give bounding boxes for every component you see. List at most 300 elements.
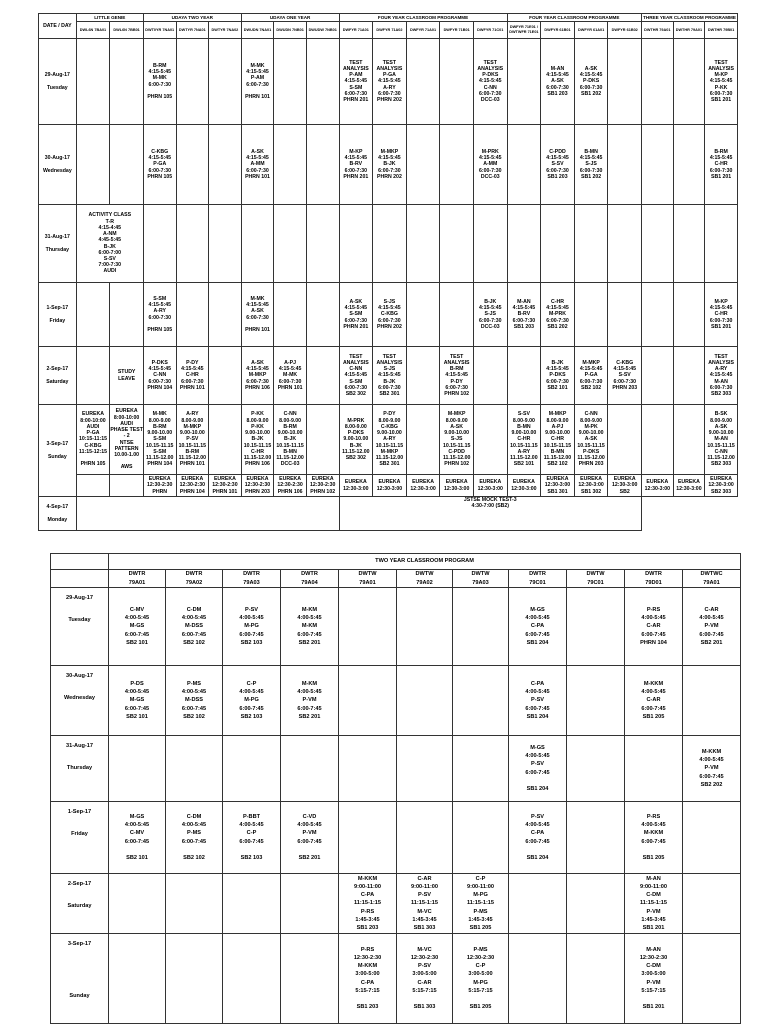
session-cell: M-KM 4:00-5:45 P-VM 6:00-7:45 SB2 201 — [281, 666, 339, 736]
column-header: DWUDN 7NA01 — [241, 22, 274, 39]
session-cell — [608, 205, 642, 283]
column-header: DWTYR 7NA01 — [176, 22, 209, 39]
date-label: 30-Aug-17 — [65, 673, 94, 679]
date-label: 31-Aug-17 — [65, 743, 94, 749]
session-cell: M-KKM 4:00-5:45 P-VM 6:00-7:45 SB2 202 — [683, 736, 741, 802]
session-cell: P-RS 12:30-2:30 M-KKM 3:00-5:00 C-PA 5:15-7:15 SB1 203 — [339, 934, 397, 1024]
session-cell — [683, 666, 741, 736]
session-cell: EUREKA 12:30-2:30 PHRN 102 — [306, 475, 339, 497]
session-cell: C-PDD 4:15-5:45 S-SV 6:00-7:30 SB1 203 — [541, 125, 575, 205]
session-cell — [406, 283, 440, 347]
session-cell: TEST ANALYSIS B-RM 4:15-5:45 P-DY 6:00-7:30 PHRN 102 — [440, 347, 474, 405]
session-cell: EUREKA 12:30-3:00 — [642, 475, 674, 497]
session-cell: TEST ANALYSIS A-RY 4:15-5:45 M-AN 6:00-7:30 SB2 303 — [705, 347, 738, 405]
session-cell — [209, 283, 242, 347]
session-cell — [143, 205, 176, 283]
session-cell — [574, 205, 608, 283]
session-cell — [274, 283, 307, 347]
session-cell — [176, 39, 209, 125]
session-cell — [567, 934, 625, 1024]
session-cell: C-DM 4:00-5:45 P-MS 6:00-7:45 SB2 102 — [166, 802, 223, 874]
session-cell — [110, 475, 144, 497]
date-cell — [51, 666, 109, 736]
empty-cell — [642, 497, 738, 531]
session-cell — [176, 205, 209, 283]
spacer — [51, 948, 108, 992]
day-label: Thursday — [45, 246, 70, 253]
session-cell — [440, 39, 474, 125]
schedule-row — [51, 588, 741, 666]
column-header: DWTR 79A04 — [281, 570, 339, 588]
session-cell: EUREKA 12:30-2:30 PHRN 106 — [274, 475, 307, 497]
session-cell — [440, 283, 474, 347]
column-header: DWTR 79A02 — [166, 570, 223, 588]
column-header: DWTR 79A01 — [109, 570, 166, 588]
session-cell — [567, 802, 625, 874]
session-cell: P-RS 4:00-5:45 M-KKM 6:00-7:45 SB1 205 — [625, 802, 683, 874]
column-header: DWTW 79A02 — [397, 570, 453, 588]
session-cell — [306, 283, 339, 347]
session-cell — [453, 588, 509, 666]
session-cell: EUREKA 12:30-2:30 PHRN 203 — [241, 475, 274, 497]
session-cell — [76, 39, 110, 125]
session-cell — [507, 125, 541, 205]
session-cell: C-NN 8.00-9.00 B-RM 9.00-10.00 B-JK 10.15-11.15 B-MN 11.15-12.00 DCC-03 — [274, 405, 307, 475]
session-cell — [76, 475, 110, 497]
session-cell: A-SK 4:15-5:45 M-MKP 6:00-7:30 PHRN 106 — [241, 347, 274, 405]
column-header: DWTR 79D01 — [625, 570, 683, 588]
session-cell — [473, 347, 507, 405]
session-cell — [110, 283, 144, 347]
session-cell — [339, 205, 373, 283]
session-cell: M-KKM 9:00-11:00 C-PA 11:15-1:15 P-RS 1:45-3:45 SB1 203 — [339, 874, 397, 934]
date-label: 2-Sep-17 — [67, 881, 92, 887]
corner-label: DATE / DAY — [39, 14, 77, 39]
date-label: 3-Sep-17 — [67, 941, 92, 947]
date-label: 1-Sep-17 — [46, 305, 69, 312]
column-header: DWTR 79A03 — [223, 570, 281, 588]
session-cell: M-PRK 8.00-9.00 P-DKS 9.00-10.00 B-JK 11.15-12.00 SB2 302 — [339, 405, 373, 475]
day-label: Saturday — [46, 378, 69, 385]
session-cell — [109, 736, 166, 802]
session-cell: TEST ANALYSIS S-JS 4:15-5:45 B-JK 6:00-7:30 SB2 301 — [373, 347, 407, 405]
session-cell: S-SV 8.00-9.00 B-MN 9.00-10.00 C-HR 10.15-11.15 A-RY 11.15-12.00 SB2 101 — [507, 405, 541, 475]
session-cell — [209, 405, 242, 475]
column-header: DWTYR 7NA02 — [209, 22, 242, 39]
session-cell: P-DY 4:15-5:45 C-HR 6:00-7:30 PHRN 101 — [176, 347, 209, 405]
session-cell — [306, 39, 339, 125]
session-cell: EUREKA 12:30-3:00 — [339, 475, 373, 497]
session-cell: A-SK 4:15-5:45 S-SM 6:00-7:30 PHRN 201 — [339, 283, 373, 347]
session-cell — [397, 588, 453, 666]
session-cell — [608, 125, 642, 205]
column-header: DWFYR 71B01 — [440, 22, 474, 39]
session-cell — [209, 347, 242, 405]
session-cell — [473, 205, 507, 283]
schedule-row — [51, 802, 741, 874]
session-cell: B-RM 4:15-5:45 C-HR 6:00-7:30 SB1 201 — [705, 125, 738, 205]
date-cell — [51, 802, 109, 874]
session-cell: M-PRK 4:15-5:45 A-MM 6:00-7:30 DCC-03 — [473, 125, 507, 205]
day-label: Tuesday — [47, 84, 68, 91]
session-cell: ACTIVITY CLASS T-R 4:15-4:45 A-NM 4:45-5:45 B-JK 6:00-7:00 S-SV 7:00-7:30 AUDI — [76, 205, 143, 283]
session-cell — [507, 347, 541, 405]
session-cell — [673, 347, 705, 405]
day-label: Saturday — [67, 903, 92, 910]
session-cell: P-RS 4:00-5:45 C-AR 6:00-7:45 PHRN 104 — [625, 588, 683, 666]
session-cell: C-VD 4:00-5:45 P-VM 6:00-7:45 SB2 201 — [281, 802, 339, 874]
session-cell — [109, 874, 166, 934]
column-header: DWTWC 79A01 — [683, 570, 741, 588]
column-header: DWTW 79C01 — [567, 570, 625, 588]
session-cell — [673, 283, 705, 347]
date-label: 1-Sep-17 — [67, 809, 92, 815]
session-cell: M-AN 4:15-5:45 A-SK 6:00-7:30 SB1 203 — [541, 39, 575, 125]
session-cell — [567, 874, 625, 934]
column-header: DWT0YR 7NA01 — [143, 22, 176, 39]
date-label: 31-Aug-17 — [44, 234, 70, 241]
session-cell — [683, 934, 741, 1024]
session-cell: P-KK 8.00-9.00 P-KK 9.00-10.00 B-JK 10.15-11.15 C-HR 11.15-12.00 PHRN 106 — [241, 405, 274, 475]
session-cell: M-MKP 4:15-5:45 P-GA 6:00-7:30 SB2 102 — [574, 347, 608, 405]
spacer — [51, 888, 108, 902]
schedule-row — [51, 934, 741, 1024]
session-cell — [397, 666, 453, 736]
day-label: Friday — [49, 317, 66, 324]
session-cell: EUREKA 12:30-3:00 — [406, 475, 440, 497]
schedule-note: JSTSE MOCK TEST-3 4:30-7:00 (SB2) — [339, 497, 642, 531]
session-cell: M-MKP 4:15-5:45 B-JK 6:00-7:30 PHRN 202 — [373, 125, 407, 205]
schedule-row — [39, 283, 738, 347]
session-cell — [406, 347, 440, 405]
session-cell — [281, 874, 339, 934]
session-cell: C-P 4:00-5:45 M-PG 6:00-7:45 SB2 103 — [223, 666, 281, 736]
day-label: Monday — [47, 516, 68, 523]
session-cell: EUREKA 12:30-3:00 — [673, 475, 705, 497]
session-cell: TEST ANALYSIS C-NN 4:15-5:45 S-SM 6:00-7:30 SB2 302 — [339, 347, 373, 405]
session-cell — [166, 736, 223, 802]
spacer — [51, 680, 108, 694]
column-header: DWL6N 7BB01 — [110, 22, 144, 39]
session-cell — [209, 39, 242, 125]
session-cell — [110, 125, 144, 205]
day-label: Sunday — [69, 993, 90, 1000]
group-header: UDAYA TWO YEAR — [143, 14, 241, 22]
session-cell: EUREKA 12:30-2:30 PHRN — [143, 475, 176, 497]
session-cell: A-RY 8.00-9.00 M-MKP 9.00-10.00 P-SV 10.15-11.15 B-RM 11.15-12.00 PHRN 101 — [176, 405, 209, 475]
session-cell — [642, 283, 674, 347]
session-cell: C-NN 8.00-9.00 M-PK 9.00-10.00 A-SK 10.15-11.15 P-DKS 11.15-12.00 PHRN 203 — [574, 405, 608, 475]
session-cell: EUREKA 12:30-3:00 SB1 301 — [541, 475, 575, 497]
session-cell — [281, 736, 339, 802]
session-cell: C-P 9:00-11:00 M-PG 11:15-1:15 P-MS 1:45-3:45 SB1 205 — [453, 874, 509, 934]
corner-cell — [51, 554, 109, 570]
session-cell: M-AN 4:15-5:45 B-RV 6:00-7:30 SB1 203 — [507, 283, 541, 347]
schedule-row — [51, 736, 741, 802]
session-cell — [625, 736, 683, 802]
session-cell — [274, 39, 307, 125]
session-cell: EUREKA 8:00-10:00 AUDI PHASE TEST - 2 NTSE PATTERN 10.00-1.00 AWS — [110, 405, 144, 475]
session-cell: C-KBG 4:15-5:45 S-SV 6:00-7:30 PHRN 203 — [608, 347, 642, 405]
session-cell — [166, 874, 223, 934]
column-header: DWFYR 71A01 — [339, 22, 373, 39]
session-cell: B-JK 4:15-5:45 S-JS 6:00-7:30 DCC-03 — [473, 283, 507, 347]
session-cell — [373, 205, 407, 283]
date-cell — [39, 497, 77, 531]
session-cell — [223, 736, 281, 802]
corner-cell — [51, 570, 109, 588]
column-header: DWFYR 61B02 — [608, 22, 642, 39]
schedule-row — [39, 125, 738, 205]
session-cell: TEST ANALYSIS P-DKS 4:15-5:45 C-NN 6:00-7:30 DCC-03 — [473, 39, 507, 125]
session-cell: S-JS 4:15-5:45 C-KBG 6:00-7:30 PHRN 202 — [373, 283, 407, 347]
day-label: Friday — [71, 831, 88, 838]
session-cell: M-GS 4:00-5:45 C-MV 6:00-7:45 SB2 101 — [109, 802, 166, 874]
session-cell — [642, 347, 674, 405]
session-cell: TEST ANALYSIS M-KP 4:15-5:45 P-KK 6:00-7:30 SB1 201 — [705, 39, 738, 125]
session-cell: B-JK 4:15-5:45 P-DKS 6:00-7:30 SB2 101 — [541, 347, 575, 405]
session-cell — [274, 125, 307, 205]
session-cell — [642, 405, 674, 475]
date-label: 29-Aug-17 — [65, 595, 94, 601]
day-label: Thursday — [66, 765, 93, 772]
session-cell — [509, 934, 567, 1024]
date-cell — [39, 205, 77, 283]
session-cell: P-BBT 4:00-5:45 C-P 6:00-7:45 SB2 103 — [223, 802, 281, 874]
session-cell — [76, 347, 110, 405]
schedule-row — [39, 405, 738, 475]
session-cell: M-MKP 8.00-9.00 A-SK 9.00-10.00 S-JS 10.15-11.15 C-PDD 11.15-12.00 PHRN 102 — [440, 405, 474, 475]
session-cell — [339, 736, 397, 802]
session-cell — [642, 125, 674, 205]
session-cell: B-RM 4:15-5:45 M-MK 6:00-7:30 PHRN 105 — [143, 39, 176, 125]
group-header: LITTLE GENIE — [76, 14, 143, 22]
date-cell — [39, 39, 77, 125]
date-label: 29-Aug-17 — [44, 72, 70, 79]
session-cell — [209, 205, 242, 283]
group-header: THREE YEAR CLASSROOM PROGRAMME — [643, 14, 736, 20]
column-header: DWFYR 61A01 — [574, 22, 608, 39]
column-header: DWFYR 71A01 — [406, 22, 440, 39]
session-cell: M-KKM 4:00-5:45 C-AR 6:00-7:45 SB1 205 — [625, 666, 683, 736]
session-cell — [453, 666, 509, 736]
session-cell — [567, 588, 625, 666]
session-cell: EUREKA 12:30-3:00 — [507, 475, 541, 497]
session-cell — [223, 874, 281, 934]
column-header: DWTW 79A03 — [453, 570, 509, 588]
session-cell: B-SK 8.00-9.00 A-SK 9.00-10.00 M-AN 10.15-11.15 C-NN 11.15-12.00 SB2 303 — [705, 405, 738, 475]
session-cell — [567, 666, 625, 736]
schedule-row — [39, 39, 738, 125]
session-cell — [339, 802, 397, 874]
schedule-row — [39, 205, 738, 283]
session-cell — [453, 736, 509, 802]
spacer — [51, 816, 108, 830]
column-header: DWTR 79C01 — [509, 570, 567, 588]
session-cell — [673, 405, 705, 475]
session-cell: P-MS 12:30-2:30 C-P 3:00-5:00 M-PG 5:15-7:15 SB1 205 — [453, 934, 509, 1024]
date-cell — [51, 588, 109, 666]
session-cell: P-MS 4:00-5:45 M-DSS 6:00-7:45 SB2 102 — [166, 666, 223, 736]
date-cell — [51, 736, 109, 802]
session-cell — [473, 405, 507, 475]
session-cell — [406, 39, 440, 125]
session-cell — [110, 39, 144, 125]
session-cell — [705, 205, 738, 283]
session-cell — [281, 934, 339, 1024]
session-cell — [209, 125, 242, 205]
session-cell: EUREKA 12:30-3:00 SB2 — [608, 475, 642, 497]
date-cell — [39, 283, 77, 347]
session-cell: B-MN 4:15-5:45 S-JS 6:00-7:30 SB1 202 — [574, 125, 608, 205]
session-cell: M-KM 4:00-5:45 M-KM 6:00-7:45 SB2 201 — [281, 588, 339, 666]
session-cell — [608, 405, 642, 475]
session-cell — [397, 802, 453, 874]
schedule-table-bottom — [50, 553, 741, 1024]
session-cell: TEST ANALYSIS P-GA 4:15-5:45 A-RY 6:00-7:30 PHRN 202 — [373, 39, 407, 125]
session-cell: M-MKP 8.00-9.00 A-PJ 9.00-10.00 C-HR 10.15-11.15 B-MN 11.15-12.00 SB2 102 — [541, 405, 575, 475]
session-cell: STUDY LEAVE — [110, 347, 144, 405]
session-cell: M-MK 4:15-5:45 A-SK 6:00-7:30 PHRN 101 — [241, 283, 274, 347]
session-cell — [507, 39, 541, 125]
session-cell — [509, 874, 567, 934]
session-cell: M-MK 4:15-5:45 P-AM 6:00-7:30 PHRN 101 — [241, 39, 274, 125]
session-cell — [306, 205, 339, 283]
session-cell — [683, 874, 741, 934]
session-cell: EUREKA 12:30-3:00 — [473, 475, 507, 497]
column-header: DWUDN 7NB01 — [274, 22, 307, 39]
session-cell — [109, 934, 166, 1024]
session-cell: C-KBG 4:15-5:45 P-GA 6:00-7:30 PHRN 105 — [143, 125, 176, 205]
session-cell — [406, 125, 440, 205]
session-cell — [406, 205, 440, 283]
session-cell: EUREKA 12:30-3:00 — [440, 475, 474, 497]
session-cell: M-KP 4:15-5:45 C-HR 6:00-7:30 SB1 201 — [705, 283, 738, 347]
schedule-row — [39, 347, 738, 405]
session-cell — [440, 205, 474, 283]
session-cell: C-DM 4:00-5:45 M-DSS 6:00-7:45 SB2 102 — [166, 588, 223, 666]
session-cell — [76, 283, 110, 347]
day-label: Wednesday — [42, 167, 72, 174]
session-cell — [166, 934, 223, 1024]
session-cell — [76, 125, 110, 205]
session-cell — [176, 283, 209, 347]
date-cell — [51, 874, 109, 934]
schedule-row — [51, 666, 741, 736]
session-cell — [642, 39, 674, 125]
date-cell — [51, 934, 109, 1024]
session-cell: S-SM 4:15-5:45 A-RY 6:00-7:30 PHRN 105 — [143, 283, 176, 347]
session-cell — [306, 347, 339, 405]
session-cell — [567, 736, 625, 802]
column-header: DWFYR 61B01 — [541, 22, 575, 39]
session-cell: EUREKA 12:30-3:00 — [373, 475, 407, 497]
session-cell: P-DKS 4:15-5:45 C-NN 6:00-7:30 PHRN 104 — [143, 347, 176, 405]
session-cell: M-VC 12:30-2:30 P-SV 3:00-5:00 C-AR 5:15-7:15 SB1 303 — [397, 934, 453, 1024]
session-cell: C-PA 4:00-5:45 P-SV 6:00-7:45 SB1 204 — [509, 666, 567, 736]
session-cell: A-SK 4:15-5:45 P-DKS 6:00-7:30 SB1 202 — [574, 39, 608, 125]
session-cell: P-SV 4:00-5:45 M-PG 6:00-7:45 SB2 103 — [223, 588, 281, 666]
session-cell: C-HR 4:15-5:45 M-PRK 6:00-7:30 SB1 202 — [541, 283, 575, 347]
column-header: DWFYR 71A02 — [373, 22, 407, 39]
session-cell: M-AN 9:00-11:00 C-DM 11:15-1:15 P-VM 1:45-3:45 SB1 201 — [625, 874, 683, 934]
date-cell — [39, 125, 77, 205]
spacer — [51, 750, 108, 764]
session-cell: TEST ANALYSIS P-AM 4:15-5:45 S-SM 6:00-7:30 PHRN 201 — [339, 39, 373, 125]
session-cell — [397, 736, 453, 802]
day-label: Sunday — [47, 453, 67, 460]
group-header: FOUR YEAR CLASSROOM PROGRAMME — [507, 14, 641, 22]
group-header: FOUR YEAR CLASSROOM PROGRAMME — [339, 14, 507, 22]
date-label: 30-Aug-17 — [44, 155, 70, 162]
session-cell — [306, 125, 339, 205]
date-label: 4-Sep-17 — [46, 504, 69, 511]
session-cell — [642, 205, 674, 283]
session-cell: P-DY 8.00-9.00 C-KBG 9.00-10.00 A-RY 10.15-11.15 M-MKP 11.15-12.00 SB2 301 — [373, 405, 407, 475]
session-cell — [673, 39, 705, 125]
column-header: DWFYR 71C01 — [473, 22, 507, 39]
session-cell — [608, 39, 642, 125]
empty-cell — [76, 497, 339, 531]
session-cell: M-GS 4:00-5:45 C-PA 6:00-7:45 SB1 204 — [509, 588, 567, 666]
session-cell — [507, 205, 541, 283]
session-cell — [241, 205, 274, 283]
schedule-row-eureka — [39, 475, 738, 497]
session-cell: M-MK 8.00-9.00 B-RM 9.00-10.00 S-SM 10.15-11.15 S-SM 11.15-12.00 PHRN 104 — [143, 405, 176, 475]
column-header: DWUDW 7NB01 — [306, 22, 339, 39]
session-cell — [673, 205, 705, 283]
session-cell — [453, 802, 509, 874]
session-cell: C-MV 4:00-5:45 M-GS 6:00-7:45 SB2 101 — [109, 588, 166, 666]
schedule-table-top — [38, 13, 738, 531]
session-cell — [608, 283, 642, 347]
session-cell — [223, 934, 281, 1024]
session-cell — [574, 283, 608, 347]
date-cell — [39, 347, 77, 405]
session-cell: EUREKA 12:30-2:30 PHRN 104 — [176, 475, 209, 497]
session-cell: M-KP 4:15-5:45 B-RV 6:00-7:30 PHRN 201 — [339, 125, 373, 205]
session-cell: EUREKA 12:30-3:00 SB1 302 — [574, 475, 608, 497]
session-cell — [274, 205, 307, 283]
session-cell — [440, 125, 474, 205]
session-cell — [683, 802, 741, 874]
session-cell — [339, 588, 397, 666]
session-cell — [176, 125, 209, 205]
column-header: DWL6N 7BA01 — [76, 22, 110, 39]
session-cell — [406, 405, 440, 475]
session-cell — [339, 666, 397, 736]
spacer — [51, 602, 108, 616]
session-cell: A-SK 4:15-5:45 A-MM 6:00-7:30 PHRN 101 — [241, 125, 274, 205]
schedule-row — [51, 874, 741, 934]
date-cell — [39, 405, 77, 497]
column-header: DWFYR 71E01 / DWTWFR 71E01 — [507, 22, 541, 39]
day-label: Wednesday — [64, 695, 95, 702]
date-label: 2-Sep-17 — [46, 366, 69, 373]
schedule-row — [39, 497, 738, 531]
session-cell: EUREKA 12:30-3:00 SB2 303 — [705, 475, 738, 497]
program-title: TWO YEAR CLASSROOM PROGRAM — [109, 554, 741, 570]
session-cell: C-AR 9:00-11:00 P-SV 11:15-1:15 M-VC 1:45-3:45 SB1 303 — [397, 874, 453, 934]
session-cell: M-AN 12:30-2:30 C-DM 3:00-5:00 P-VM 5:15-7:15 SB1 201 — [625, 934, 683, 1024]
session-cell: EUREKA 8:00-10:00 AUDI P-GA 10:15-11:15 C-KBG 11:15-12:15 PHRN 105 — [76, 405, 110, 475]
session-cell: P-DS 4:00-5:45 M-GS 6:00-7:45 SB2 101 — [109, 666, 166, 736]
date-label: 3-Sep-17 — [46, 441, 69, 448]
session-cell: C-AR 4:00-5:45 P-VM 6:00-7:45 SB2 201 — [683, 588, 741, 666]
column-header: DWTW 79A01 — [339, 570, 397, 588]
session-cell: EUREKA 12:30-2:30 PHRN 101 — [209, 475, 242, 497]
session-cell: P-SV 4:00-5:45 C-PA 6:00-7:45 SB1 204 — [509, 802, 567, 874]
